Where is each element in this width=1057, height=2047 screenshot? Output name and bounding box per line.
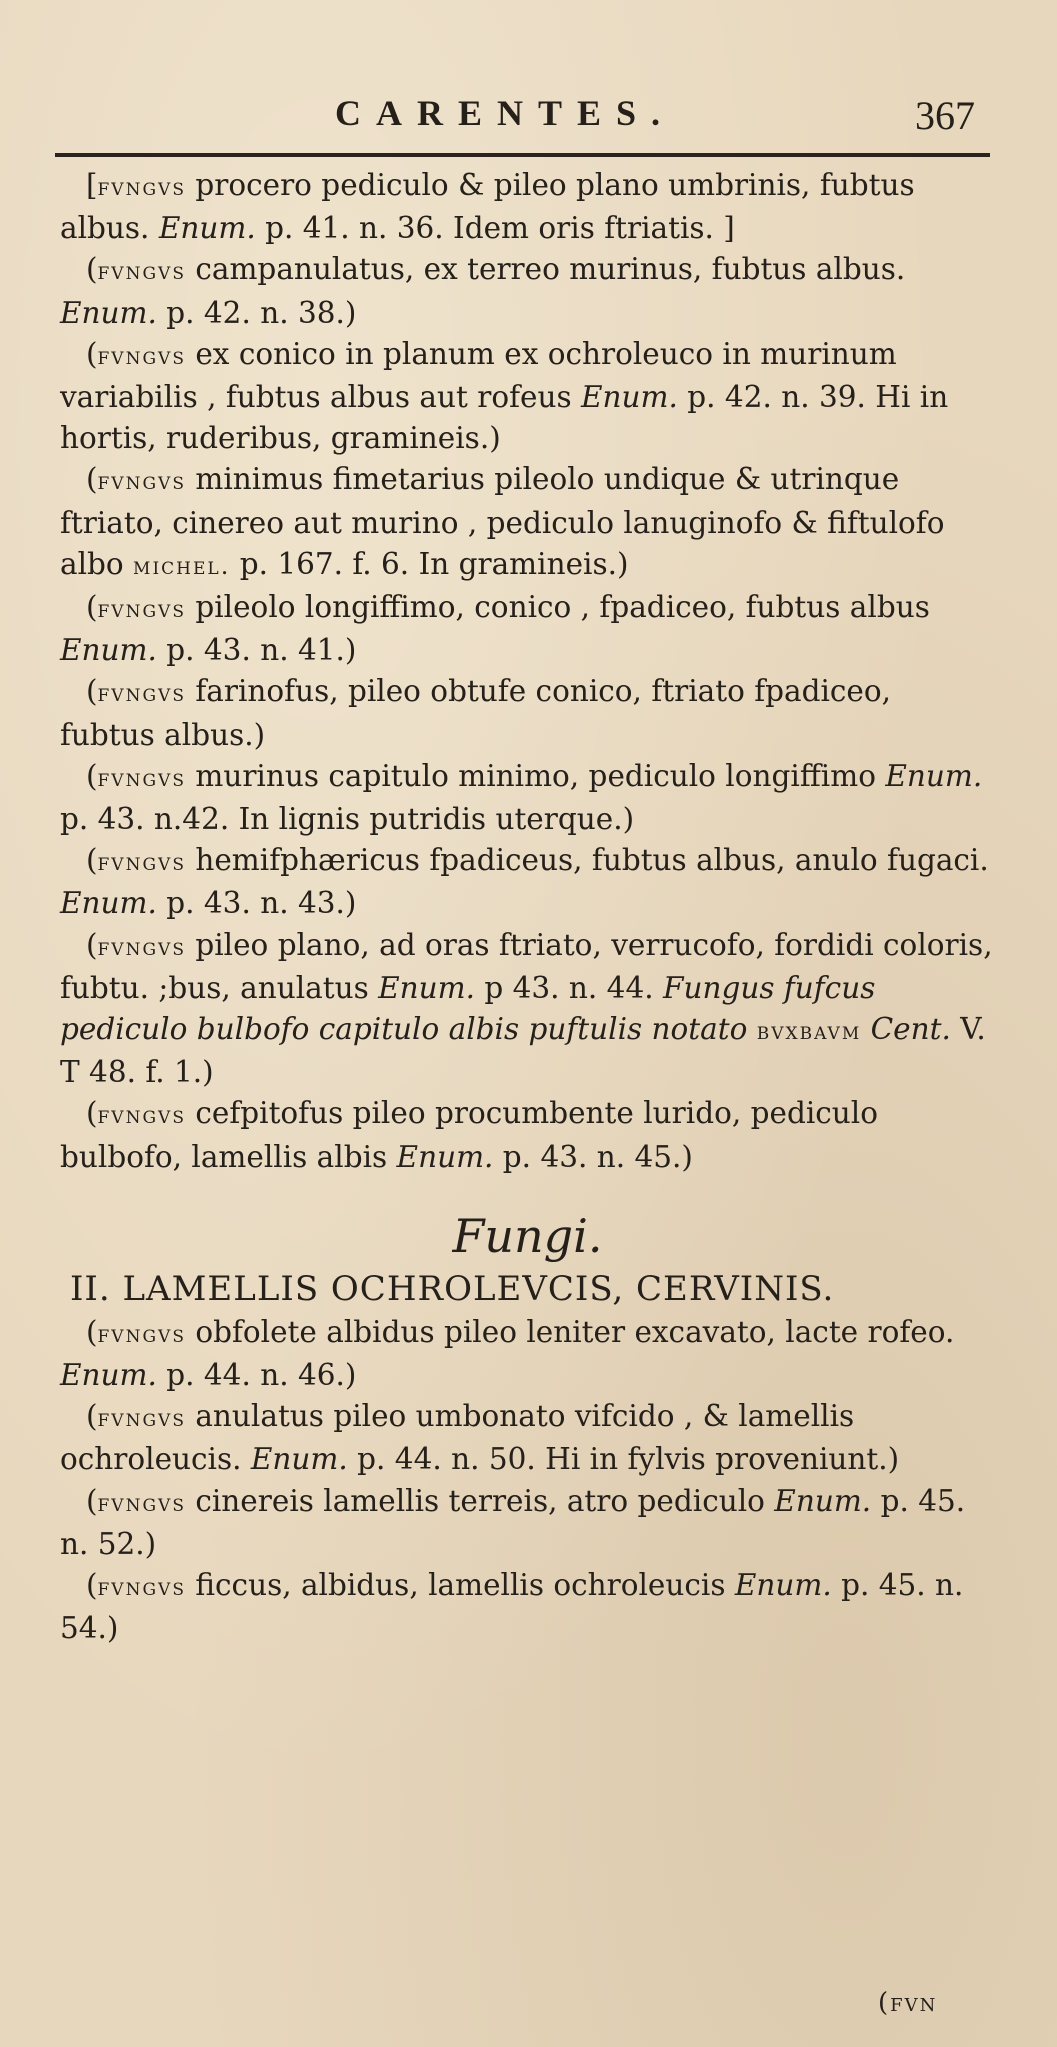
body-text [60, 165, 995, 1650]
entry-7: (fvngvs murinus capitulo minimo, pediculo longiffimo Enum. p. 43. n.42. In lignis putridis uterque.) [60, 758, 983, 837]
entry-14: (fvngvs ficcus, albidus, lamellis ochroleucis Enum. p. 45. n. 54.) [60, 1568, 964, 1646]
page-number: 367 [915, 93, 975, 138]
entry-9: (fvngvs pileo plano, ad oras ftriato, verrucofo, fordidi coloris, fubtu. ;bus, anulatus Enum. p 43. n. 44. Fungus fufcus pediculo bulbofo capitulo albis puftulis notato bvxbavm Cent. V. T 48. f. 1.) [60, 927, 993, 1090]
header-rule [55, 153, 990, 157]
section-title: Fungi. [452, 1208, 603, 1263]
entry-11: (fvngvs obfolete albidus pileo leniter excavato, lacte rofeo. Enum. p. 44. n. 46.) [60, 1314, 955, 1393]
entry-6: (fvngvs farinofus, pileo obtufe conico, ftriato fpadiceo, fubtus albus.) [60, 674, 892, 752]
entry-1: [fvngvs procero pediculo & pileo plano umbrinis, fubtus albus. Enum. p. 41. n. 36. Idem oris ftriatis. ] [60, 168, 915, 246]
running-title: CARENTES. [335, 93, 676, 133]
entry-12: (fvngvs anulatus pileo umbonato vifcido , & lamellis ochroleucis. Enum. p. 44. n. 50. Hi in fylvis proveniunt.) [60, 1399, 900, 1477]
entry-4: (fvngvs minimus fimetarius pileolo undique & utrinque ftriato, cinereo aut murino , pediculo lanuginofo & fiftulofo albo michel. p. 167. f. 6. In gramineis.) [60, 462, 945, 581]
entry-5: (fvngvs pileolo longiffimo, conico , fpadiceo, fubtus albus Enum. p. 43. n. 41.) [60, 590, 930, 668]
entry-2: (fvngvs campanulatus, ex terreo murinus, fubtus albus. Enum. p. 42. n. 38.) [60, 252, 906, 330]
running-head [0, 92, 1057, 152]
entry-8: (fvngvs hemifphæricus fpadiceus, fubtus albus, anulo fugaci. Enum. p. 43. n. 43.) [60, 843, 989, 921]
entry-10: (fvngvs cefpitofus pileo procumbente lurido, pediculo bulbofo, lamellis albis Enum. p. 43. n. 45.) [60, 1096, 878, 1174]
entry-13: (fvngvs cinereis lamellis terreis, atro pediculo Enum. p. 45. n. 52.) [60, 1483, 966, 1561]
catchword: (fvn [878, 1988, 938, 2018]
section-subtitle: II. LAMELLIS OCHROLEVCIS, CERVINIS. [70, 1268, 835, 1309]
entry-3: (fvngvs ex conico in planum ex ochroleuco in murinum variabilis , fubtus albus aut rofeus Enum. p. 42. n. 39. Hi in hortis, ruderibus, gramineis.) [60, 336, 949, 456]
